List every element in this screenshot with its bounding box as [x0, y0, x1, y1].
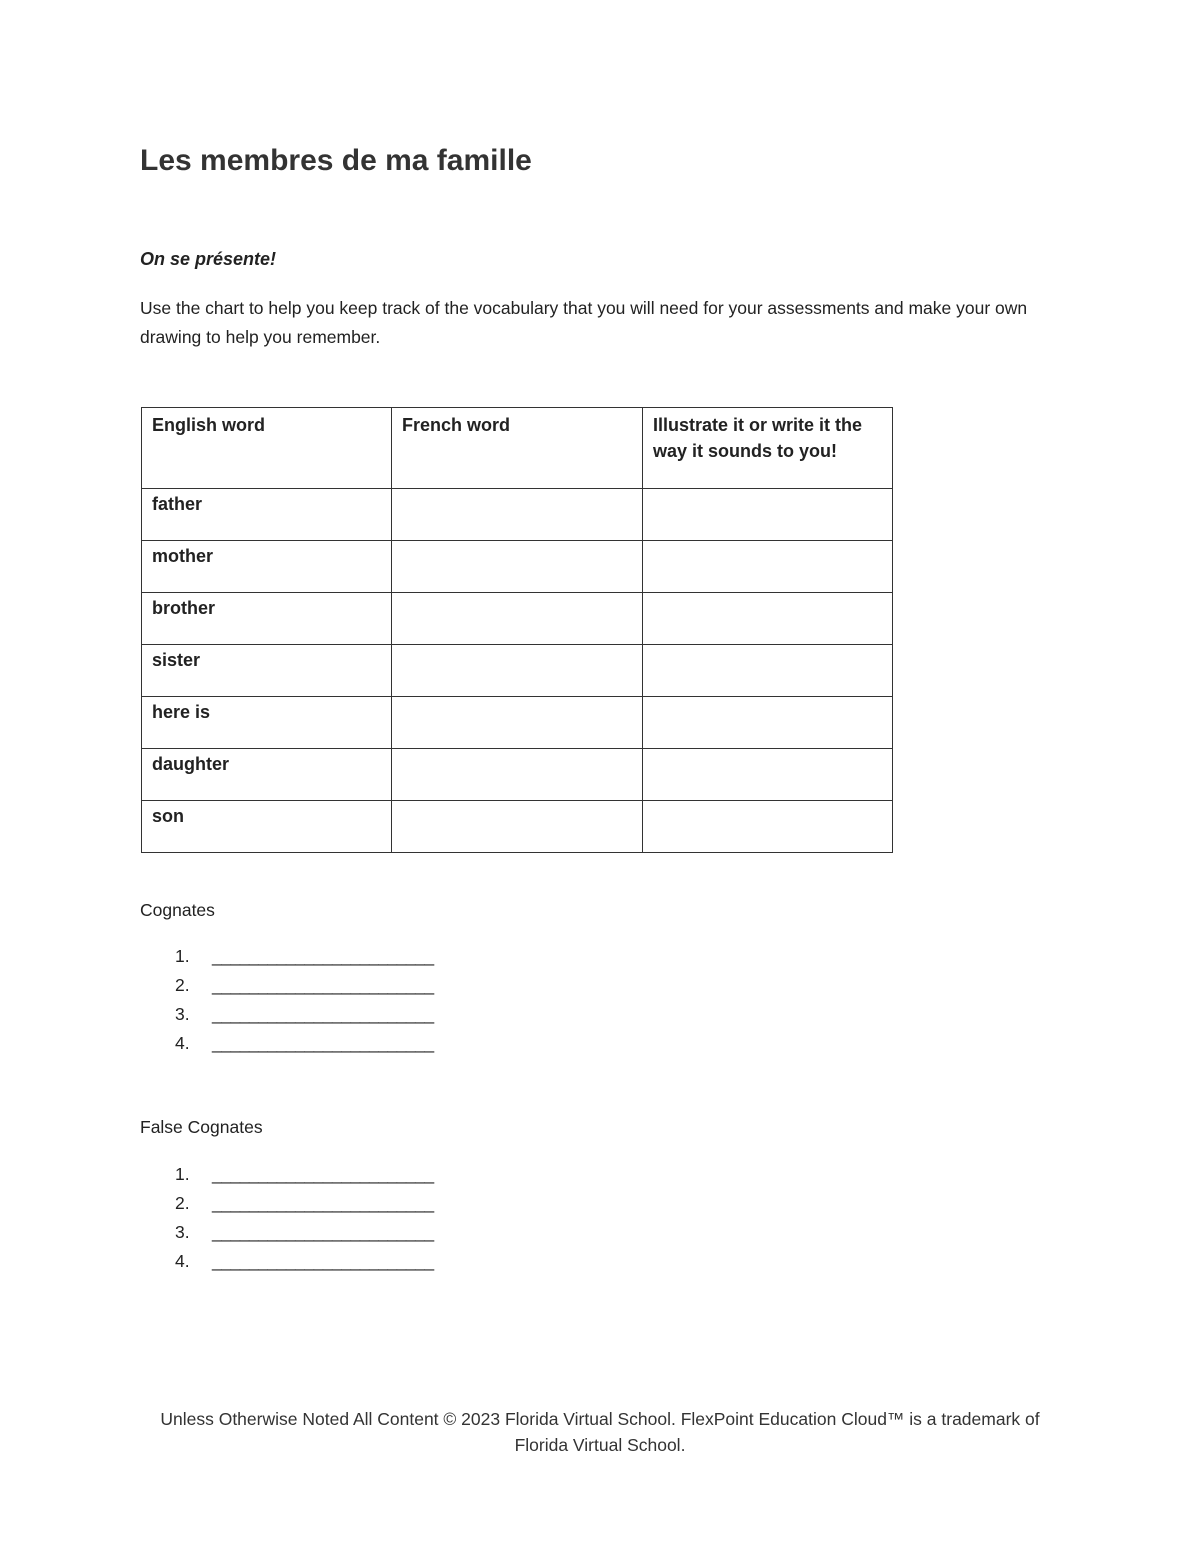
item-number: 2. [175, 975, 190, 995]
item-number: 3. [175, 1222, 190, 1242]
answer-blank[interactable]: ________________________ [212, 1251, 434, 1271]
answer-blank[interactable]: ________________________ [212, 975, 434, 995]
header-french-word: French word [392, 408, 643, 489]
header-english-word: English word [142, 408, 392, 489]
header-illustrate: Illustrate it or write it the way it sounds to you! [643, 408, 893, 489]
table-row [142, 801, 893, 853]
false-cognates-label: False Cognates [140, 1117, 263, 1137]
french-word-cell[interactable] [392, 697, 643, 749]
english-word-cell: daughter [142, 749, 392, 801]
table-header-row [142, 408, 893, 489]
answer-blank[interactable]: ________________________ [212, 1164, 434, 1184]
french-word-cell[interactable] [392, 749, 643, 801]
item-number: 1. [175, 946, 190, 966]
vocabulary-table [141, 407, 893, 853]
french-word-cell[interactable] [392, 801, 643, 853]
french-word-cell[interactable] [392, 645, 643, 697]
french-word-cell[interactable] [392, 593, 643, 645]
section-subtitle: On se présente! [140, 249, 277, 269]
illustration-cell[interactable] [643, 541, 893, 593]
item-number: 1. [175, 1164, 190, 1184]
illustration-cell[interactable] [643, 749, 893, 801]
illustration-cell[interactable] [643, 801, 893, 853]
answer-blank[interactable]: ________________________ [212, 1004, 434, 1024]
page-title: Les membres de ma famille [140, 144, 532, 177]
table-row [142, 645, 893, 697]
table-row [142, 749, 893, 801]
french-word-cell[interactable] [392, 489, 643, 541]
french-word-cell[interactable] [392, 541, 643, 593]
cognates-label: Cognates [140, 900, 215, 920]
english-word-cell: brother [142, 593, 392, 645]
table-row [142, 541, 893, 593]
english-word-cell: here is [142, 697, 392, 749]
answer-blank[interactable]: ________________________ [212, 1193, 434, 1213]
answer-blank[interactable]: ________________________ [212, 946, 434, 966]
copyright-footer: Unless Otherwise Noted All Content © 2023 Florida Virtual School. FlexPoint Education Cloud™ is a trademark of Florida Virtual School. [160, 1409, 1040, 1455]
answer-blank[interactable]: ________________________ [212, 1033, 434, 1053]
illustration-cell[interactable] [643, 697, 893, 749]
item-number: 3. [175, 1004, 190, 1024]
table-row [142, 697, 893, 749]
english-word-cell: sister [142, 645, 392, 697]
item-number: 4. [175, 1033, 190, 1053]
answer-blank[interactable]: ________________________ [212, 1222, 434, 1242]
item-number: 4. [175, 1251, 190, 1271]
instructions-text: Use the chart to help you keep track of the vocabulary that you will need for your assessments and make your own drawing to help you remember. [140, 298, 1028, 347]
illustration-cell[interactable] [643, 645, 893, 697]
illustration-cell[interactable] [643, 593, 893, 645]
english-word-cell: son [142, 801, 392, 853]
table-row [142, 489, 893, 541]
english-word-cell: father [142, 489, 392, 541]
item-number: 2. [175, 1193, 190, 1213]
table-row [142, 593, 893, 645]
illustration-cell[interactable] [643, 489, 893, 541]
english-word-cell: mother [142, 541, 392, 593]
